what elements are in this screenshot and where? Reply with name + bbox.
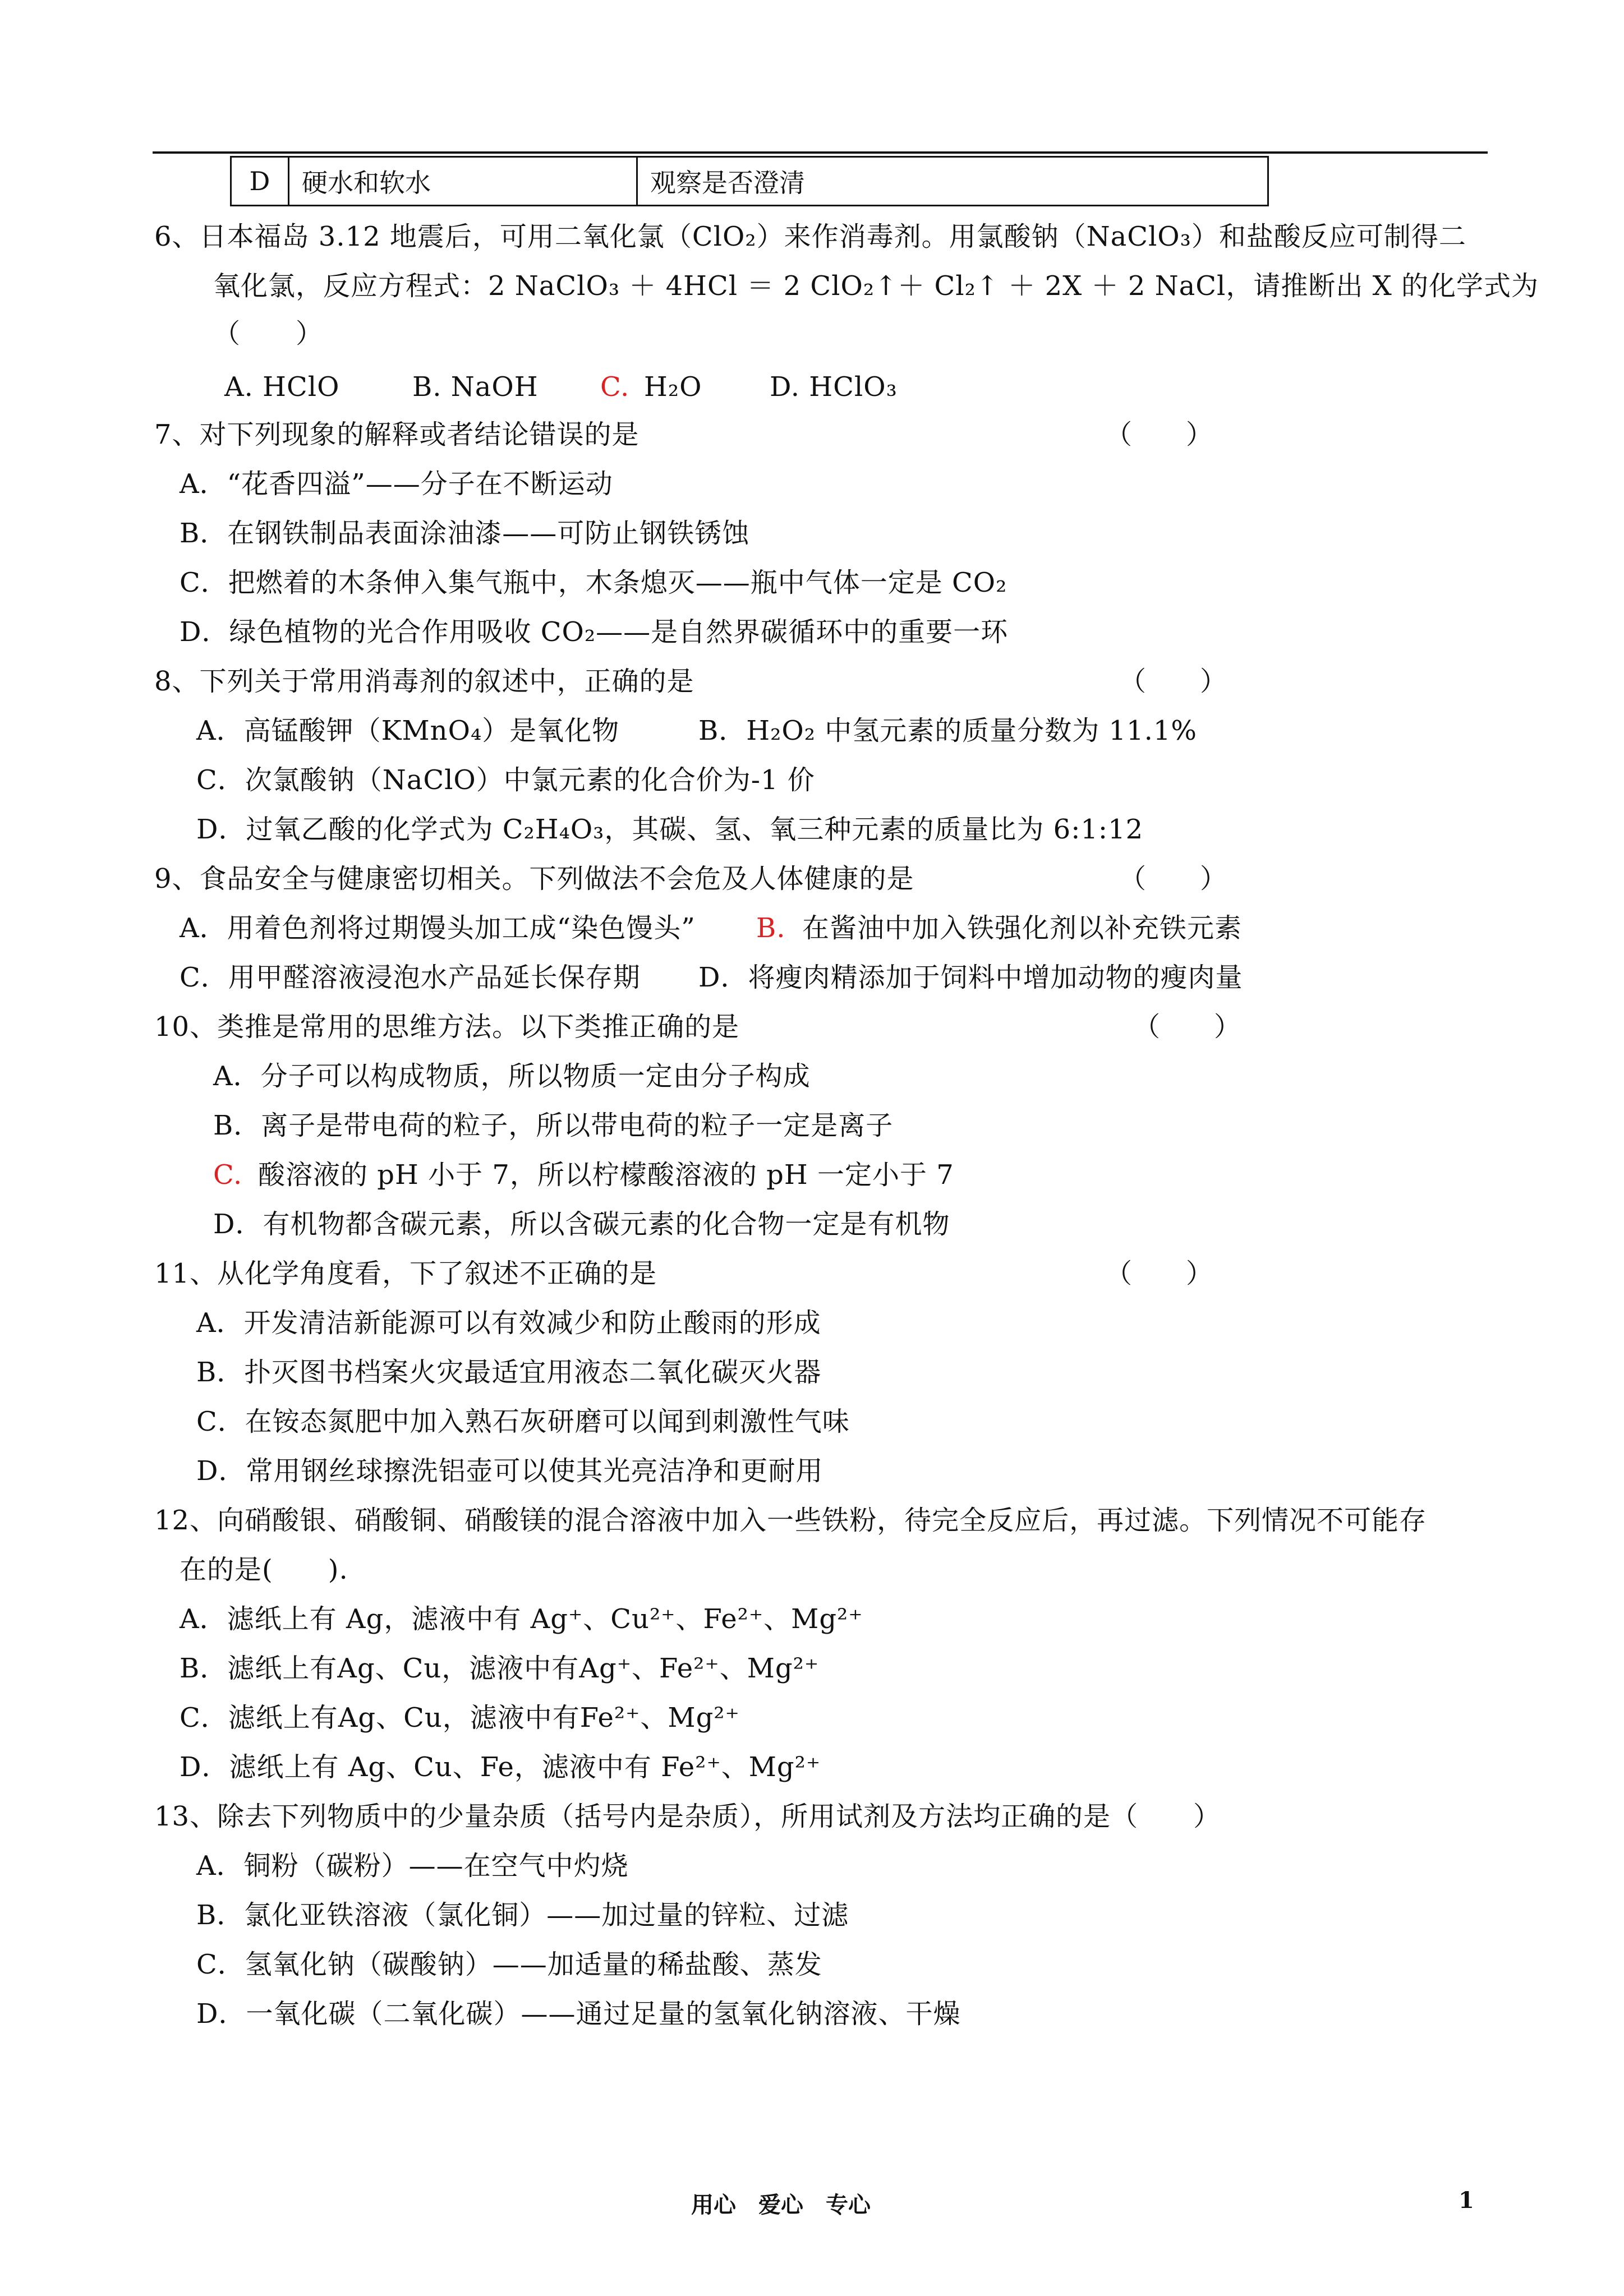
q10-option-c: 酸溶液的 pH 小于 7，所以柠檬酸溶液的 pH 一定小于 7 (258, 1159, 954, 1191)
q10-option-c-mark: C. (213, 1159, 243, 1191)
page-number: 1 (1459, 2187, 1474, 2214)
q13-option-a: A．铜粉（碳粉）——在空气中灼烧 (196, 1850, 629, 1882)
q10-option-d: D．有机物都含碳元素，所以含碳元素的化合物一定是有机物 (213, 1209, 950, 1240)
q10-option-b: B．离子是带电荷的粒子，所以带电荷的粒子一定是离子 (213, 1110, 894, 1141)
q13-option-b: B．氯化亚铁溶液（氯化铜）——加过量的锌粒、过滤 (196, 1899, 849, 1931)
q6-option-a: A. HClO (224, 371, 340, 403)
q11-stem: 11、从化学角度看，下了叙述不正确的是 (154, 1258, 657, 1289)
q11-option-a: A．开发清洁新能源可以有效减少和防止酸雨的形成 (196, 1307, 821, 1339)
table-row (231, 157, 1268, 206)
q7-option-b: B．在钢铁制品表面涂油漆——可防止钢铁锈蚀 (180, 518, 750, 549)
q13-stem: 13、除去下列物质中的少量杂质（括号内是杂质），所用试剂及方法均正确的是（ ） (154, 1801, 1221, 1832)
q11-paren: （ ） (1105, 1258, 1213, 1289)
footer-motto: 用心 爱心 专心 (691, 2192, 871, 2218)
q9-paren: （ ） (1119, 863, 1227, 895)
q7-option-d: D．绿色植物的光合作用吸收 CO₂——是自然界碳循环中的重要一环 (180, 616, 1009, 648)
q8-stem: 8、下列关于常用消毒剂的叙述中，正确的是 (154, 666, 694, 697)
q12-option-a: A．滤纸上有 Ag，滤液中有 Ag⁺、Cu²⁺、Fe²⁺、Mg²⁺ (180, 1603, 863, 1635)
q13-option-c: C．氢氧化钠（碳酸钠）——加适量的稀盐酸、蒸发 (196, 1949, 822, 1980)
q6-option-c: H₂O (644, 371, 702, 403)
header-rule (153, 151, 1488, 154)
q12-option-c: C．滤纸上有Ag、Cu，滤液中有Fe²⁺、Mg²⁺ (180, 1702, 740, 1733)
q7-option-c: C．把燃着的木条伸入集气瓶中，木条熄灭——瓶中气体一定是 CO₂ (180, 567, 1007, 598)
q8-option-b: B．H₂O₂ 中氢元素的质量分数为 11.1% (698, 715, 1197, 746)
table-cell-label: D (231, 157, 289, 206)
q6-option-d: D. HClO₃ (770, 371, 898, 403)
q9-option-b-mark: B. (756, 912, 786, 944)
option-table (230, 156, 1269, 206)
q10-paren: （ ） (1133, 1011, 1241, 1043)
q12-stem-line1: 12、向硝酸银、硝酸铜、硝酸镁的混合溶液中加入一些铁粉，待完全反应后，再过滤。下列情况不可能存 (154, 1505, 1427, 1536)
q7-stem: 7、对下列现象的解释或者结论错误的是 (154, 419, 640, 450)
q13-option-d: D．一氧化碳（二氧化碳）——通过足量的氢氧化钠溶液、干燥 (196, 1998, 961, 2030)
q12-option-b: B．滤纸上有Ag、Cu，滤液中有Ag⁺、Fe²⁺、Mg²⁺ (180, 1653, 820, 1684)
q9-option-c: C．用甲醛溶液浸泡水产品延长保存期 (180, 962, 641, 993)
q9-option-d: D．将瘦肉精添加于饲料中增加动物的瘦肉量 (698, 962, 1243, 993)
q10-option-a: A．分子可以构成物质，所以物质一定由分子构成 (213, 1061, 811, 1092)
q7-paren: （ ） (1105, 419, 1213, 450)
q9-option-b: 在酱油中加入铁强化剂以补充铁元素 (802, 912, 1243, 944)
q9-option-a: A．用着色剂将过期馒头加工成“染色馒头” (180, 912, 696, 944)
q6-stem-line1: 6、日本福岛 3.12 地震后，可用二氧化氯（ClO₂）来作消毒剂。用氯酸钠（NaClO₃）和盐酸反应可制得二 (154, 221, 1466, 252)
q8-option-d: D．过氧乙酸的化学式为 C₂H₄O₃，其碳、氢、氧三种元素的质量比为 6:1:12 (196, 814, 1144, 845)
q12-option-d: D．滤纸上有 Ag、Cu、Fe，滤液中有 Fe²⁺、Mg²⁺ (180, 1751, 821, 1783)
table-cell-method: 观察是否澄清 (637, 157, 1268, 206)
q11-option-d: D．常用钢丝球擦洗铝壶可以使其光亮洁净和更耐用 (196, 1455, 823, 1487)
q8-option-c: C．次氯酸钠（NaClO）中氯元素的化合价为-1 价 (196, 764, 815, 796)
q11-option-b: B．扑灭图书档案火灾最适宜用液态二氧化碳灭火器 (196, 1357, 822, 1388)
q12-stem-line2: 在的是( ). (180, 1554, 348, 1585)
q10-stem: 10、类推是常用的思维方法。以下类推正确的是 (154, 1011, 740, 1043)
q6-option-c-mark: C. (600, 371, 630, 403)
q6-stem-line2: 氧化氯，反应方程式：2 NaClO₃ ＋ 4HCl ＝ 2 ClO₂↑＋ Cl₂↑ ＋ 2X ＋ 2 NaCl，请推断出 X 的化学式为 (213, 270, 1539, 302)
q11-option-c: C．在铵态氮肥中加入熟石灰研磨可以闻到刺激性气味 (196, 1406, 850, 1437)
q8-option-a: A．高锰酸钾（KMnO₄）是氧化物 (196, 715, 620, 746)
q9-stem: 9、食品安全与健康密切相关。下列做法不会危及人体健康的是 (154, 863, 914, 895)
q6-paren: （ ） (213, 318, 324, 349)
q6-option-b: B. NaOH (412, 371, 539, 403)
table-cell-item: 硬水和软水 (289, 157, 637, 206)
q8-paren: （ ） (1119, 666, 1227, 697)
q7-option-a: A．“花香四溢”——分子在不断运动 (180, 468, 613, 500)
